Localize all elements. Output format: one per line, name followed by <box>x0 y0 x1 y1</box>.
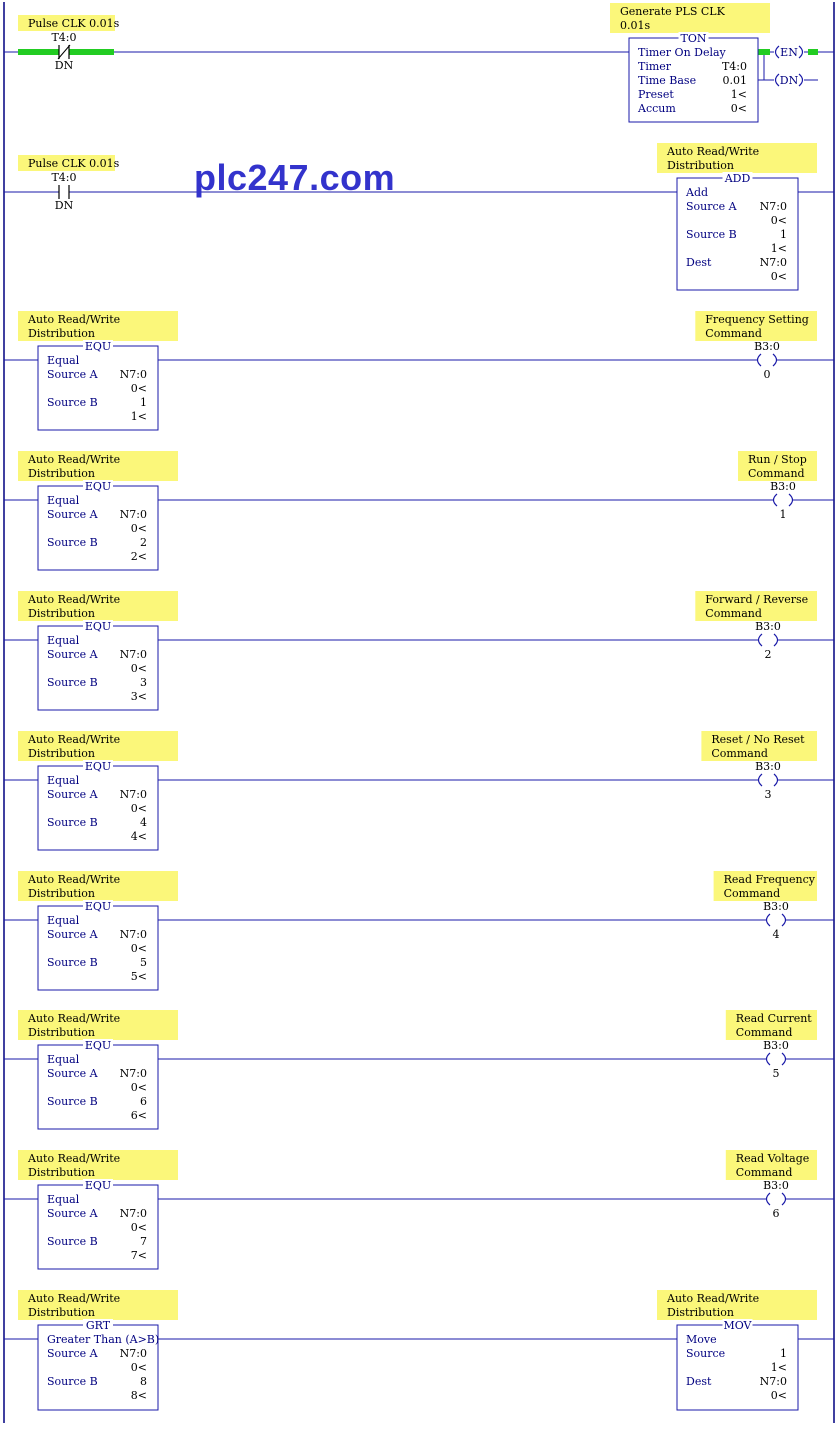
output-coil[interactable] <box>755 620 781 661</box>
contact-bit: DN <box>54 59 74 72</box>
operand-value: 1< <box>770 1361 787 1374</box>
operand-value: 7< <box>130 1249 147 1262</box>
operand-label: Source B <box>47 816 98 829</box>
right-rung-comment <box>701 731 817 761</box>
instruction-title: EQU <box>84 340 112 353</box>
operand-label: Dest <box>686 256 712 269</box>
instruction-title: ADD <box>724 172 751 185</box>
comment-line: Pulse CLK 0.01s <box>28 157 120 170</box>
operand-value: N7:0 <box>119 928 147 941</box>
comment-line: Read Current <box>735 1012 812 1025</box>
operand-label: Move <box>686 1333 717 1346</box>
operand-label: Time Base <box>638 74 697 87</box>
comment-line: Distribution <box>28 607 95 620</box>
operand-value: 0< <box>130 802 147 815</box>
instruction-title: TON <box>680 32 707 45</box>
equ-instruction[interactable] <box>38 340 158 430</box>
operand-value: 5 <box>140 956 147 969</box>
equ-instruction[interactable] <box>38 760 158 850</box>
output-coil[interactable] <box>763 1039 789 1080</box>
operand-label: Source A <box>47 1207 98 1220</box>
operand-value: N7:0 <box>119 508 147 521</box>
comment-line: Command <box>711 747 768 760</box>
coil-gap <box>757 355 777 365</box>
right-rung-comment <box>610 3 770 33</box>
operand-label: Source A <box>47 928 98 941</box>
comment-line: Distribution <box>667 159 734 172</box>
operand-value: 6< <box>130 1109 147 1122</box>
ton-instruction[interactable] <box>629 32 758 122</box>
comment-line: Generate PLS CLK <box>620 5 725 18</box>
comment-line: Command <box>735 1026 793 1039</box>
operand-value: 8 <box>140 1375 147 1388</box>
instruction-title: EQU <box>84 900 112 913</box>
comment-line: Frequency Setting <box>705 313 809 326</box>
operand-value: N7:0 <box>759 200 787 213</box>
instruction-title: EQU <box>84 1039 112 1052</box>
operand-value: 6 <box>140 1095 147 1108</box>
comment-line: Distribution <box>28 327 95 340</box>
instruction-title: EQU <box>84 1179 112 1192</box>
coil-bit: 2 <box>764 648 772 661</box>
operand-value: 1 <box>780 228 787 241</box>
right-rung-comment <box>714 871 817 901</box>
coil-address: B3:0 <box>763 1179 789 1192</box>
operand-value: 2 <box>140 536 147 549</box>
left-rung-comment <box>18 155 120 171</box>
operand-value: 1 <box>780 1347 787 1360</box>
coil-gap <box>758 635 778 645</box>
operand-label: Source B <box>47 956 98 969</box>
comment-line: Command <box>705 607 762 620</box>
right-rung-comment <box>726 1010 817 1040</box>
operand-value: 0< <box>130 1221 147 1234</box>
coil-gap <box>766 915 786 925</box>
operand-label: Equal <box>47 914 80 927</box>
coil-gap <box>766 1054 786 1064</box>
coil-bit: 6 <box>772 1207 780 1220</box>
equ-instruction[interactable] <box>38 1039 158 1129</box>
operand-label: Source A <box>47 1067 98 1080</box>
right-rung-comment <box>657 143 817 173</box>
coil-address: B3:0 <box>763 1039 789 1052</box>
operand-value: N7:0 <box>759 256 787 269</box>
operand-value: 0< <box>770 214 787 227</box>
comment-line: Run / Stop <box>748 453 807 466</box>
coil-address: B3:0 <box>755 620 781 633</box>
comment-line: Auto Read/Write <box>28 313 121 326</box>
comment-line: Command <box>735 1166 793 1179</box>
operand-value: 0< <box>130 522 147 535</box>
operand-value: 4 <box>140 816 147 829</box>
operand-label: Source B <box>47 536 98 549</box>
operand-label: Source <box>686 1347 726 1360</box>
comment-line: Auto Read/Write <box>28 1012 121 1025</box>
energized-wire <box>18 49 60 55</box>
operand-label: Source B <box>47 1235 98 1248</box>
operand-value: N7:0 <box>759 1375 787 1388</box>
coil-address: B3:0 <box>754 340 780 353</box>
operand-label: Equal <box>47 1193 80 1206</box>
comment-line: Pulse CLK 0.01s <box>28 17 120 30</box>
comment-line: Command <box>723 887 781 900</box>
instruction-title: MOV <box>723 1319 752 1332</box>
operand-label: Equal <box>47 1053 80 1066</box>
comment-line: Auto Read/Write <box>28 1292 121 1305</box>
energized-wire <box>808 49 818 55</box>
operand-value: 2< <box>130 550 147 563</box>
operand-label: Source A <box>47 1347 98 1360</box>
instruction-title: GRT <box>85 1319 111 1332</box>
operand-value: 0< <box>770 270 787 283</box>
comment-line: Reset / No Reset <box>711 733 805 746</box>
timer-output[interactable] <box>774 74 804 87</box>
coil-gap <box>758 775 778 785</box>
operand-value: 3 <box>140 676 147 689</box>
output-coil[interactable] <box>763 1179 789 1220</box>
operand-value: N7:0 <box>119 1067 147 1080</box>
comment-line: 0.01s <box>620 19 651 32</box>
operand-value: 0< <box>130 662 147 675</box>
coil-gap <box>773 495 793 505</box>
coil-bit: 3 <box>764 788 772 801</box>
contact-address: T4:0 <box>51 31 77 44</box>
operand-value: N7:0 <box>119 368 147 381</box>
operand-label: Source B <box>47 396 98 409</box>
operand-value: N7:0 <box>119 648 147 661</box>
operand-value: 0< <box>130 1361 147 1374</box>
operand-label: Source A <box>47 508 98 521</box>
comment-line: Auto Read/Write <box>28 733 121 746</box>
coil-address: B3:0 <box>755 760 781 773</box>
timer-output[interactable] <box>774 46 804 59</box>
right-rung-comment <box>695 311 817 341</box>
comment-line: Distribution <box>28 1166 95 1179</box>
equ-instruction[interactable] <box>38 620 158 710</box>
instruction-title: EQU <box>84 480 112 493</box>
output-coil[interactable] <box>770 480 796 521</box>
operand-value: N7:0 <box>119 1207 147 1220</box>
comment-line: Command <box>748 467 805 480</box>
left-rung-comment <box>18 15 120 31</box>
operand-label: Source B <box>47 1375 98 1388</box>
coil-bit: 5 <box>772 1067 780 1080</box>
operand-label: Source B <box>47 1095 98 1108</box>
output-coil[interactable] <box>754 340 780 381</box>
operand-label: Equal <box>47 634 80 647</box>
contact-address: T4:0 <box>51 171 77 184</box>
mov-instruction[interactable] <box>677 1319 798 1410</box>
operand-value: 7 <box>140 1235 147 1248</box>
grt-instruction[interactable] <box>38 1319 159 1410</box>
output-coil[interactable] <box>755 760 781 801</box>
operand-label: Add <box>686 186 709 199</box>
operand-value: N7:0 <box>119 788 147 801</box>
coil-address: B3:0 <box>763 900 789 913</box>
left-rung-comment <box>18 871 178 901</box>
comment-line: Distribution <box>28 1026 95 1039</box>
comment-line: Distribution <box>28 887 95 900</box>
operand-value: 5< <box>130 970 147 983</box>
operand-value: 1< <box>130 410 147 423</box>
left-rung-comment <box>18 1150 178 1180</box>
left-rung-comment <box>18 1290 178 1320</box>
operand-label: Dest <box>686 1375 712 1388</box>
operand-value: 0< <box>770 1389 787 1402</box>
operand-value: 3< <box>130 690 147 703</box>
right-rung-comment <box>726 1150 817 1180</box>
comment-line: Auto Read/Write <box>28 873 121 886</box>
coil-gap <box>766 1194 786 1204</box>
equ-instruction[interactable] <box>38 480 158 570</box>
operand-label: Source B <box>686 228 737 241</box>
left-rung-comment <box>18 591 178 621</box>
operand-label: Equal <box>47 494 80 507</box>
add-instruction[interactable] <box>677 172 798 290</box>
comment-line: Forward / Reverse <box>705 593 809 606</box>
comment-line: Auto Read/Write <box>28 453 121 466</box>
comment-line: Auto Read/Write <box>667 1292 760 1305</box>
coil-bit: 1 <box>779 508 787 521</box>
operand-value: 1 <box>140 396 147 409</box>
equ-instruction[interactable] <box>38 900 158 990</box>
instruction-title: EQU <box>84 620 112 633</box>
coil-bit: 4 <box>772 928 780 941</box>
comment-line: Auto Read/Write <box>667 145 760 158</box>
left-rung-comment <box>18 311 178 341</box>
operand-label: Accum <box>638 102 676 115</box>
right-rung-comment <box>738 451 817 481</box>
operand-label: Preset <box>638 88 674 101</box>
operand-value: 0< <box>130 382 147 395</box>
operand-value: 4< <box>130 830 147 843</box>
comment-line: Distribution <box>28 467 95 480</box>
operand-label: Source A <box>686 200 737 213</box>
coil-bit: 0 <box>763 368 771 381</box>
operand-value: T4:0 <box>721 60 747 73</box>
operand-label: Source B <box>47 676 98 689</box>
operand-value: 0< <box>730 102 747 115</box>
output-label: EN <box>780 46 798 59</box>
energized-wire <box>758 49 770 55</box>
left-rung-comment <box>18 451 178 481</box>
comment-line: Auto Read/Write <box>28 593 121 606</box>
operand-value: 1< <box>730 88 747 101</box>
output-label: DN <box>779 74 799 87</box>
instruction-title: EQU <box>84 760 112 773</box>
comment-line: Read Voltage <box>735 1152 810 1165</box>
operand-label: Source A <box>47 788 98 801</box>
right-rung-comment <box>657 1290 817 1320</box>
output-coil[interactable] <box>763 900 789 941</box>
comment-line: Distribution <box>667 1306 734 1319</box>
operand-label: Timer <box>638 60 672 73</box>
operand-label: Timer On Delay <box>638 46 726 59</box>
operand-value: 0.01 <box>722 74 747 87</box>
right-rung-comment <box>695 591 817 621</box>
comment-line: Distribution <box>28 1306 95 1319</box>
contact-gap <box>59 185 69 199</box>
equ-instruction[interactable] <box>38 1179 158 1269</box>
energized-wire <box>68 49 114 55</box>
operand-value: 0< <box>130 1081 147 1094</box>
comment-line: Auto Read/Write <box>28 1152 121 1165</box>
operand-value: 0< <box>130 942 147 955</box>
operand-label: Greater Than (A>B) <box>47 1333 160 1346</box>
comment-line: Read Frequency <box>723 873 815 886</box>
contact-bit: DN <box>54 199 74 212</box>
operand-label: Source A <box>47 648 98 661</box>
coil-address: B3:0 <box>770 480 796 493</box>
operand-label: Equal <box>47 774 80 787</box>
operand-label: Equal <box>47 354 80 367</box>
operand-value: 1< <box>770 242 787 255</box>
left-rung-comment <box>18 731 178 761</box>
operand-value: 8< <box>130 1389 147 1402</box>
watermark: plc247.com <box>194 157 396 198</box>
operand-label: Source A <box>47 368 98 381</box>
operand-value: N7:0 <box>119 1347 147 1360</box>
left-rung-comment <box>18 1010 178 1040</box>
comment-line: Command <box>705 327 762 340</box>
comment-line: Distribution <box>28 747 95 760</box>
